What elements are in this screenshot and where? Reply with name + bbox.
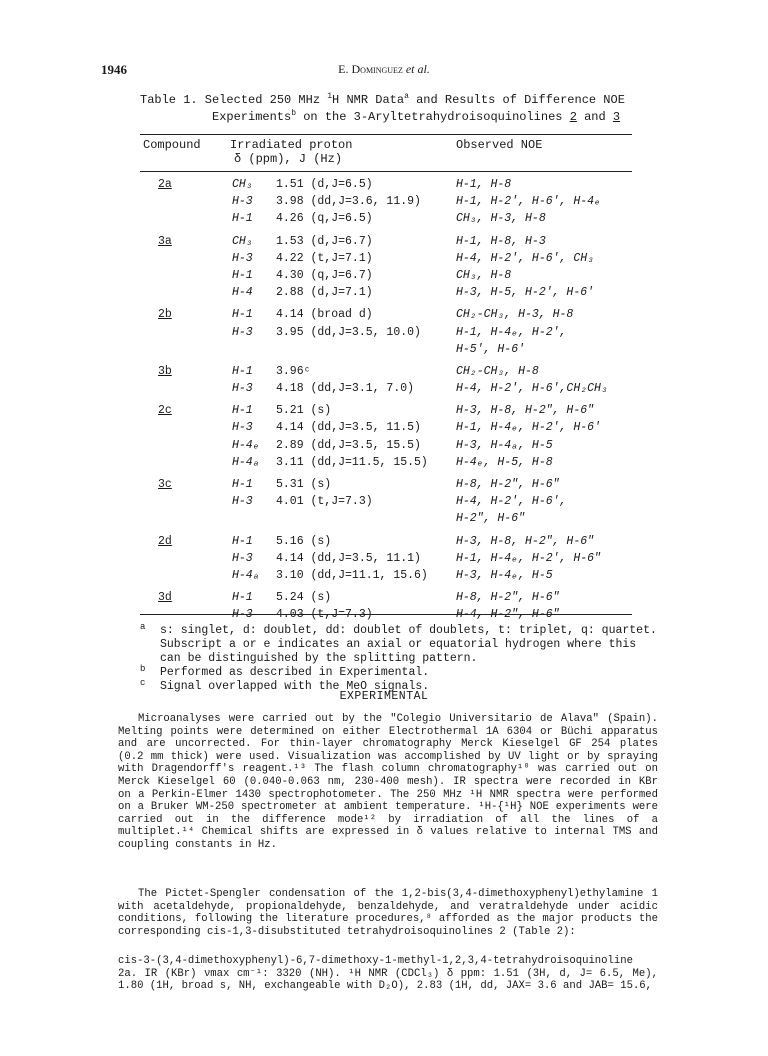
irradiated-proton: H-1: [232, 364, 253, 378]
col-compound: Compound: [143, 138, 201, 152]
observed-noe: H-4, H-2', H-6', CH₃: [456, 251, 595, 265]
table-row: [0, 533, 768, 550]
chemical-shift: 4.03 (t,J=7.3): [276, 608, 373, 622]
irradiated-proton: H-3: [232, 421, 253, 435]
irradiated-proton: H-1: [232, 268, 253, 282]
table-caption: [140, 92, 660, 126]
table-row: [0, 267, 768, 284]
irradiated-proton: H-1: [232, 478, 253, 491]
table-row: [0, 567, 768, 584]
chemical-shift: 2.88 (d,J=7.1): [276, 286, 373, 300]
chemical-shift: 4.14 (broad d): [276, 308, 373, 322]
irradiated-proton: H-1: [232, 308, 253, 322]
chemical-shift: 3.98 (dd,J=3.6, 11.9): [276, 195, 421, 209]
table-row: [0, 341, 768, 358]
irradiated-proton: H-1: [232, 404, 253, 418]
table-rule-head: [140, 171, 632, 172]
observed-noe: CH₂-CH₃, H-8: [456, 364, 539, 378]
table-row: [0, 193, 768, 210]
table-row: [0, 250, 768, 267]
table-row: [0, 306, 768, 323]
running-head: [0, 62, 768, 77]
table-row: [0, 419, 768, 436]
chemical-shift: 4.22 (t,J=7.1): [276, 251, 373, 265]
col-irradiated: Irradiated proton δ (ppm), J (Hz): [230, 138, 353, 166]
irradiated-proton: H-3: [232, 382, 253, 396]
table-row: [0, 437, 768, 454]
observed-noe: H-1, H-4ₑ, H-2', H-6": [456, 551, 601, 565]
footnote-a: a s: singlet, d: doublet, dd: doublet of doublets, t: triplet, q: quartet. Subscript a or e indicates an axial or equatorial hydrogen where this can be distinguished by the splitting pattern.: [140, 622, 657, 665]
chemical-shift: 5.21 (s): [276, 404, 332, 418]
irradiated-proton: H-3: [232, 551, 253, 565]
caption-line-1: Table 1. Selected 250 MHz $^1$H NMR Data$^a$ and Results of Difference NOE: [140, 92, 625, 107]
compound-id: 3b: [158, 364, 172, 378]
observed-noe: H-3, H-4ₑ, H-5: [456, 568, 553, 582]
irradiated-proton: H-4: [232, 286, 253, 300]
observed-noe: H-5', H-6': [456, 342, 526, 356]
compound-id: 2c: [158, 404, 172, 418]
irradiated-proton: H-4ₐ: [232, 568, 260, 582]
table-row: [0, 233, 768, 250]
table-row: [0, 363, 768, 380]
irradiated-proton: H-3: [232, 495, 253, 509]
chemical-shift: 5.31 (s): [276, 478, 332, 491]
observed-noe: H-3, H-8, H-2", H-6": [456, 534, 595, 548]
table-row: [0, 324, 768, 341]
compound-id: 3c: [158, 478, 172, 491]
observed-noe: H-3, H-8, H-2", H-6": [456, 404, 595, 418]
table-row: [0, 550, 768, 567]
compound-id: 2a: [158, 178, 172, 191]
chemical-shift: 1.51 (d,J=6.5): [276, 178, 373, 191]
table-footnotes: [140, 624, 660, 694]
observed-noe: H-1, H-2', H-6', H-4ₑ: [456, 195, 601, 209]
observed-noe: H-8, H-2", H-6": [456, 591, 560, 605]
chemical-shift: 2.89 (dd,J=3.5, 15.5): [276, 438, 421, 452]
observed-noe: CH₃, H-3, H-8: [456, 212, 546, 226]
irradiated-proton: H-1: [232, 591, 253, 605]
experimental-paragraph-3: cis-3-(3,4-dimethoxyphenyl)-6,7-dimethoxy-1-methyl-1,2,3,4-tetrahydroisoquinoline 2a. IR (KBr) νmax cm⁻¹: 3320 (NH). ¹H NMR (CDCl₃) δ ppm: 1.51 (3H, d, J= 6.5, Me), 1.80 (1H, broad s, NH, exchangeable with D₂O), 2.83 (1H, dd, JAX= 3.6 and JAB= 15.6,: [118, 955, 658, 993]
chemical-shift: 3.10 (dd,J=11.1, 15.6): [276, 568, 428, 582]
irradiated-proton: H-3: [232, 251, 253, 265]
irradiated-proton: H-1: [232, 534, 253, 548]
chemical-shift: 4.01 (t,J=7.3): [276, 495, 373, 509]
observed-noe: CH₃, H-8: [456, 268, 512, 282]
compound-id: 3d: [158, 591, 172, 605]
observed-noe: H-1, H-4ₑ, H-2', H-6': [456, 421, 601, 435]
table-row: [0, 454, 768, 471]
table-body: [0, 176, 768, 624]
table-row: [0, 210, 768, 227]
table-row: [0, 510, 768, 527]
compound-id: 3a: [158, 234, 172, 248]
irradiated-proton: H-3: [232, 195, 253, 209]
irradiated-proton: H-1: [232, 212, 253, 226]
chemical-shift: 5.24 (s): [276, 591, 332, 605]
chemical-shift: 4.30 (q,J=6.7): [276, 268, 373, 282]
chemical-shift: 4.26 (q,J=6.5): [276, 212, 373, 226]
observed-noe: H-1, H-4ₑ, H-2',: [456, 325, 567, 339]
observed-noe: H-4, H-2', H-6',: [456, 495, 567, 509]
chemical-shift: 3.95 (dd,J=3.5, 10.0): [276, 325, 421, 339]
experimental-paragraph-1: Microanalyses were carried out by the "Colegio Universitario de Alava" (Spain). Melting points were determined on either Electrothermal 1A 6304 or Büchi apparatus and are uncorrected. For thin-layer chromatography Merck Kieselgel GF 254 plates (0.2 mm thick) were used. Visualization was accomplished by UV light or by spraying with Dragendorff's reagent.¹³ The flash column chromatography¹⁰ was carried out on Merck Kieselgel 60 (0.040-0.063 nm, 230-400 mesh). IR spectra were recorded in KBr on a Perkin-Elmer 1430 spectrophotometer. The 250 MHz ¹H NMR spectra were performed on a Bruker WM-250 spectrometer at ambient temperature. ¹H-{¹H} NOE experiments were carried out in the difference mode¹² by irradiation of all the lines of a multiplet.¹⁴ Chemical shifts are expressed in δ values relative to internal TMS and coupling constants in Hz.: [118, 713, 658, 851]
chemical-shift: 5.16 (s): [276, 534, 332, 548]
footnote-c: c Signal overlapped with the MeO signals.: [140, 678, 430, 693]
table-row: [0, 476, 768, 493]
observed-noe: H-8, H-2", H-6": [456, 478, 560, 491]
irradiated-proton: H-4ₑ: [232, 438, 260, 452]
chemical-shift: 4.14 (dd,J=3.5, 11.5): [276, 421, 421, 435]
observed-noe: CH₂-CH₃, H-3, H-8: [456, 308, 574, 322]
irradiated-proton: H-3: [232, 325, 253, 339]
caption-line-2: Experiments$^b$ on the 3-Aryltetrahydroisoquinolines 2 and 3: [212, 109, 621, 124]
chemical-shift: 3.96ᶜ: [276, 364, 311, 378]
compound-id: 2b: [158, 308, 172, 322]
table-rule-bottom: [140, 614, 632, 615]
footnote-b: b Performed as described in Experimental.: [140, 664, 430, 679]
chemical-shift: 3.11 (dd,J=11.5, 15.5): [276, 455, 428, 469]
observed-noe: H-4, H-2', H-6',CH₂CH₃: [456, 382, 608, 396]
table-row: [0, 493, 768, 510]
irradiated-proton: CH₃: [232, 234, 253, 248]
compound-id: 2d: [158, 534, 172, 548]
irradiated-proton: H-4ₐ: [232, 455, 260, 469]
et-al: et al.: [405, 62, 430, 76]
chemical-shift: 4.18 (dd,J=3.1, 7.0): [276, 382, 415, 396]
observed-noe: H-2", H-6": [456, 512, 526, 526]
page-number: 1946: [101, 62, 127, 77]
irradiated-proton: H-3: [232, 608, 253, 622]
observed-noe: H-3, H-5, H-2', H-6': [456, 286, 595, 300]
observed-noe: H-1, H-8, H-3: [456, 234, 546, 248]
observed-noe: H-4ₑ, H-5, H-8: [456, 455, 553, 469]
experimental-paragraph-2: The Pictet-Spengler condensation of the 1,2-bis(3,4-dimethoxyphenyl)ethylamine 1 with acetaldehyde, propionaldehyde, benzaldehyde, and veratraldehyde under acidic conditions, following the literature procedures,⁸ afforded as the major products the corresponding cis-1,3-disubstituted tetrahydroisoquinolines 2 (Table 2):: [118, 888, 658, 938]
table-row: [0, 176, 768, 193]
table-row: [0, 589, 768, 606]
table-row: [0, 284, 768, 301]
author-name: E. Dominguez: [338, 62, 403, 76]
observed-noe: H-1, H-8: [456, 178, 512, 191]
observed-noe: H-4, H-2", H-6": [456, 608, 560, 622]
chemical-shift: 4.14 (dd,J=3.5, 11.1): [276, 551, 421, 565]
section-heading-experimental: EXPERIMENTAL: [339, 690, 429, 703]
chemical-shift: 1.53 (d,J=6.7): [276, 234, 373, 248]
table-rule-top: [140, 134, 632, 135]
table-row: [0, 380, 768, 397]
table-row: [0, 402, 768, 419]
observed-noe: H-3, H-4ₐ, H-5: [456, 438, 553, 452]
col-observed-noe: Observed NOE: [456, 138, 543, 152]
irradiated-proton: CH₃: [232, 178, 253, 191]
